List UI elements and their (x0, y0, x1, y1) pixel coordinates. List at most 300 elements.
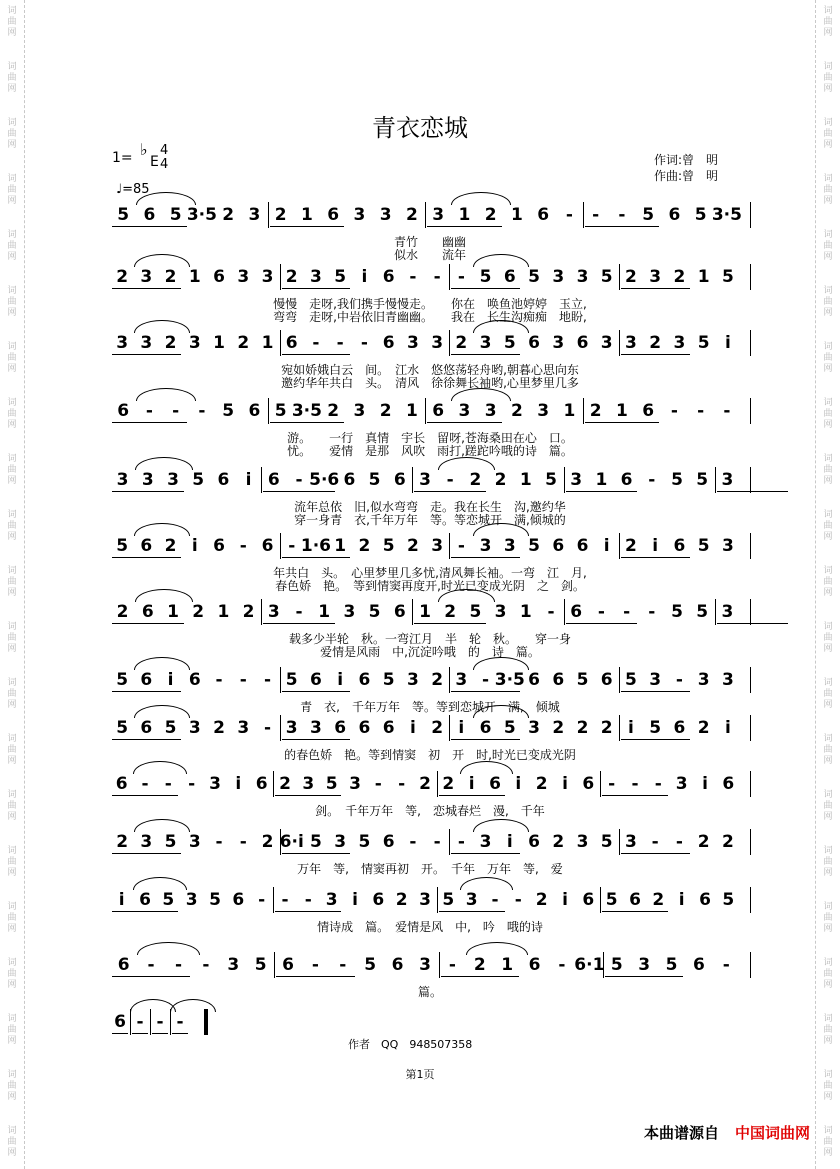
note-digit: - (597, 602, 605, 622)
note-digit: - (147, 955, 155, 975)
note-digit: 3 (116, 333, 129, 353)
note-digit: - (398, 774, 406, 794)
note-digit: 2 (697, 718, 710, 738)
lyric-line: 载多少半轮 秋。一弯江月 半 轮 秋。 穿一身 (288, 632, 572, 646)
bar-line (449, 330, 450, 356)
beam-underline (112, 354, 181, 355)
bar-line (583, 398, 584, 424)
note-digit: 5 (169, 205, 182, 225)
note-digit: 5 (694, 205, 707, 225)
note-digit: 6 (600, 670, 613, 690)
note-digit: 2 (116, 602, 129, 622)
bar-line (280, 667, 281, 693)
note-digit: 6 (642, 401, 655, 421)
note-digit: 2 (535, 890, 548, 910)
note-digit: 2 (469, 470, 482, 490)
note-digit: 3 (721, 536, 734, 556)
bar-line (619, 667, 620, 693)
watermark-text: 词 曲 网 (823, 846, 833, 878)
beam-underline (270, 226, 345, 227)
note-digit: 6 (393, 602, 406, 622)
note-digit: 6 (528, 832, 540, 852)
note-digit: 5 (528, 267, 540, 287)
slur-arc (134, 320, 189, 333)
note-digit: 2 (552, 832, 565, 852)
beam-underline (566, 623, 638, 624)
watermark-text: 词 曲 网 (7, 790, 17, 822)
note-digit: 6 (528, 333, 540, 353)
note-digit: 6 (285, 333, 298, 353)
note-digit: - (723, 401, 731, 421)
note-digit: 5 (209, 890, 221, 910)
beam-underline (263, 623, 335, 624)
tempo-value: =85 (122, 182, 150, 197)
lyric-line: 青竹 幽幽 (393, 235, 467, 249)
lyric-line: 宛如娇娥白云 间。 江水 悠悠荡轻舟哟,朝暮心思向东 (281, 363, 579, 377)
note-digit: 5 (545, 470, 557, 490)
note-digit: 3 (285, 718, 298, 738)
note-digit: i (603, 536, 610, 556)
slur-arc (136, 388, 196, 401)
slur-arc (135, 589, 192, 602)
note-digit: 1 (188, 267, 201, 287)
lyric-line: 春色娇 艳。 等到情窦再度开,时光已变成光阴 之 剑。 (275, 579, 585, 593)
bar-line (425, 398, 426, 424)
watermark-text: 词 曲 网 (7, 1126, 17, 1158)
note-digit: 6 (261, 536, 274, 556)
note-digit: 3 (432, 205, 445, 225)
note-digit: i (118, 890, 125, 910)
bar-line (449, 264, 450, 290)
slur-arc (137, 942, 199, 955)
watermark-text: 词 曲 网 (823, 230, 833, 262)
note-digit: i (702, 774, 708, 794)
note-digit: 1 (334, 536, 347, 556)
note-digit: 3 (600, 333, 613, 353)
note-digit: 1 (217, 602, 230, 622)
note-digit: 3 (649, 267, 662, 287)
note-digit: 3 (419, 470, 431, 490)
note-digit: 5 (696, 602, 709, 622)
note-digit: 3 (140, 333, 153, 353)
note-digit: - (156, 1012, 164, 1032)
note-digit: 2 (652, 890, 665, 910)
slur-arc (134, 523, 189, 536)
note-digit: 2 (406, 536, 419, 556)
beam-underline (414, 491, 486, 492)
note-digit: - (339, 955, 347, 975)
bar-line (412, 599, 413, 625)
beam-underline (621, 354, 690, 355)
beam-underline (717, 623, 789, 624)
bar-line (268, 398, 269, 424)
beam-underline (414, 623, 486, 624)
watermark-text: 词 曲 网 (7, 1014, 17, 1046)
bar-line (273, 887, 274, 913)
note-digit: 3 (188, 333, 201, 353)
beam-underline (451, 853, 520, 854)
note-digit: i (245, 470, 252, 490)
note-digit: - (697, 401, 705, 421)
bar-line (449, 715, 450, 741)
note-digit: 6 (620, 470, 633, 490)
note-digit: 5·6 (309, 470, 340, 490)
note-digit: 3 (185, 890, 198, 910)
note-digit: 6 (188, 670, 201, 690)
flat-icon: ♭ (140, 140, 148, 159)
source-site: 中国词曲网 (734, 1124, 810, 1142)
note-digit: i (652, 536, 659, 556)
note-digit: 5 (164, 832, 177, 852)
beam-underline (602, 795, 668, 796)
note-digit: - (457, 832, 465, 852)
note-digit: i (191, 536, 198, 556)
slur-arc (466, 942, 528, 955)
note-digit: 5 (625, 670, 637, 690)
note-digit: 2 (213, 718, 225, 738)
beam-underline (112, 226, 187, 227)
note-digit: 2 (721, 832, 734, 852)
lyric-line: 情诗成 篇。 爱情是风 中, 吟 哦的诗 (317, 920, 543, 934)
beam-underline (112, 422, 187, 423)
note-digit: i (628, 718, 634, 738)
note-digit: 3 (721, 602, 734, 622)
song-title: 青衣恋城 (372, 114, 468, 142)
note-digit: 3 (570, 470, 583, 490)
note-digit: 5 (310, 832, 322, 852)
composer: 作曲:曾 明 (654, 169, 719, 183)
note-digit: 3 (334, 832, 347, 852)
note-digit: 3 (141, 470, 154, 490)
watermark-text: 词 曲 网 (823, 6, 833, 38)
note-digit: - (239, 536, 247, 556)
note-digit: 3 (237, 267, 250, 287)
beam-underline (112, 288, 181, 289)
watermark-text: 词 曲 网 (823, 510, 833, 542)
note-digit: 3 (431, 333, 444, 353)
watermark-text: 词 曲 网 (823, 1014, 833, 1046)
note-digit: - (336, 333, 344, 353)
note-digit: 6 (673, 536, 686, 556)
bar-line (439, 952, 440, 978)
note-digit: 5 (442, 890, 455, 910)
watermark-text: 词 曲 网 (823, 398, 833, 430)
bar-line (600, 771, 601, 797)
bar-line (280, 264, 281, 290)
bar-line (564, 599, 565, 625)
slur-arc (134, 705, 189, 718)
note-digit: - (433, 832, 441, 852)
beam-underline (112, 853, 181, 854)
note-digit: 2 (164, 536, 177, 556)
note-digit: - (491, 890, 499, 910)
bar-line (564, 467, 565, 493)
note-digit: 1 (595, 470, 608, 490)
note-digit: - (648, 470, 656, 490)
bar-line (449, 533, 450, 559)
note-digit: 6 (139, 890, 151, 910)
note-digit: - (263, 670, 272, 690)
note-digit: 3 (537, 401, 550, 421)
note-digit: 2 (600, 718, 613, 738)
watermark-text: 词 曲 网 (823, 622, 833, 654)
note-digit: 5 (642, 205, 655, 225)
note-digit: - (136, 1012, 144, 1032)
note-digit: 6 (382, 832, 395, 852)
note-digit: 3 (310, 718, 322, 738)
note-digit: 6 (629, 890, 641, 910)
note-digit: 5 (117, 205, 130, 225)
watermark-text: 词 曲 网 (823, 734, 833, 766)
note-digit: 5 (479, 267, 492, 287)
note-digit: 5 (368, 470, 381, 490)
note-digit: 3 (721, 670, 734, 690)
note-digit: 3 (625, 832, 637, 852)
watermark-text: 词 曲 网 (7, 62, 17, 94)
note-digit: 2 (192, 602, 205, 622)
note-digit: - (202, 955, 210, 975)
note-digit: - (215, 832, 223, 852)
note-digit: 3 (625, 333, 637, 353)
note-digit: i (361, 267, 368, 287)
note-digit: 2 (625, 536, 637, 556)
note-digit: 5 (665, 955, 678, 975)
note-digit: 3 (188, 718, 201, 738)
note-digit: i (678, 890, 685, 910)
note-digit: 6 (570, 602, 583, 622)
note-digit: 6 (117, 401, 130, 421)
beam-underline (112, 795, 178, 796)
note-digit: 6 (382, 718, 395, 738)
bar-line (619, 715, 620, 741)
note-digit: 6 (343, 470, 356, 490)
lyric-line: 爱情是风雨 中,沉淀吟哦 的 诗 篇。 (320, 645, 540, 659)
bar-line (280, 829, 281, 855)
watermark-text: 词 曲 网 (823, 118, 833, 150)
note-digit: i (235, 774, 242, 794)
watermark-text: 词 曲 网 (7, 958, 17, 990)
beam-underline (112, 976, 190, 977)
lyric-line: 万年 等, 情窦再初 开。 千年 万年 等, 爱 (297, 862, 563, 876)
note-digit: 2 (494, 470, 507, 490)
note-digit: 2 (164, 333, 177, 353)
beam-underline (112, 1033, 128, 1034)
note-digit: - (558, 955, 566, 975)
note-digit: 3 (576, 832, 589, 852)
note-digit: 2 (327, 401, 340, 421)
note-digit: i (352, 890, 358, 910)
note-digit: 6 (217, 470, 230, 490)
note-digit: 3 (267, 602, 280, 622)
note-digit: 5 (116, 670, 129, 690)
note-digit: 5 (334, 267, 347, 287)
watermark-text: 词 曲 网 (7, 454, 17, 486)
note-digit: 2 (697, 832, 710, 852)
note-digit: 2 (405, 205, 418, 225)
final-bar-line (204, 1009, 208, 1035)
note-digit: 3 (209, 774, 221, 794)
note-digit: - (482, 670, 490, 690)
note-digit: 3 (406, 333, 419, 353)
beam-underline (132, 1033, 148, 1034)
note-digit: - (198, 401, 206, 421)
page-number: 第1页 (405, 1068, 435, 1081)
note-digit: 5 (164, 718, 177, 738)
note-digit: 2 (442, 774, 455, 794)
note-digit: - (288, 536, 296, 556)
source-credit (644, 1122, 810, 1143)
bar-line (268, 202, 269, 228)
slur-arc (133, 761, 186, 774)
lyric-line: 青 衣, 千年万年 等。等到恋城开 满, 倾城 (300, 700, 560, 714)
note-digit: - (547, 602, 555, 622)
bar-line (437, 887, 438, 913)
watermark-text: 词 曲 网 (7, 734, 17, 766)
note-digit: 6 (552, 670, 565, 690)
lyric-line: 篇。 (417, 985, 443, 999)
note-digit: 3·5 (186, 205, 217, 225)
note-digit: - (457, 536, 465, 556)
note-digit: 2 (116, 832, 129, 852)
note-digit: 5 (162, 890, 175, 910)
note-digit: 6 (140, 670, 153, 690)
source-prefix: 本曲谱源自 (643, 1124, 719, 1142)
bar-line (280, 533, 281, 559)
beam-underline (439, 911, 505, 912)
note-digit: 6 (393, 470, 406, 490)
note-digit: 3 (379, 205, 392, 225)
note-digit: i (167, 670, 174, 690)
bar-line-end (750, 398, 751, 424)
note-digit: 6 (528, 955, 541, 975)
note-digit: 3 (325, 890, 338, 910)
bar-line-end (750, 771, 751, 797)
note-digit: - (172, 401, 180, 421)
watermark-text: 词 曲 网 (823, 1126, 833, 1158)
note-digit: i (515, 774, 522, 794)
slur-arc (473, 819, 528, 832)
note-digit: 3 (353, 401, 366, 421)
note-digit: i (562, 774, 568, 794)
bar-line (715, 467, 716, 493)
bar-line-end (750, 887, 751, 913)
note-digit: i (409, 718, 416, 738)
note-digit: 6 (582, 890, 595, 910)
lyric-line: 流年总依 旧,似水弯弯 走。我在长生 沟,邀约华 (294, 500, 566, 514)
note-digit: 6 (382, 333, 395, 353)
bar-line-end (750, 264, 751, 290)
beam-underline (566, 491, 638, 492)
note-digit: 2 (116, 267, 129, 287)
note-digit: 6 (255, 774, 268, 794)
note-digit: 3 (167, 470, 179, 490)
beam-underline (282, 853, 351, 854)
slur-arc (136, 192, 196, 205)
note-digit: 2 (274, 205, 287, 225)
note-digit: 2 (455, 333, 468, 353)
note-digit: 3·5 (291, 401, 322, 421)
note-digit: 2 (444, 602, 457, 622)
note-digit: 6 (327, 205, 340, 225)
note-digit: 3 (302, 774, 315, 794)
note-digit: 3 (458, 401, 471, 421)
note-digit: 6·i (279, 832, 304, 852)
note-digit: 1 (458, 205, 471, 225)
note-digit: 6 (140, 536, 153, 556)
author-contact: 作者 QQ 948507358 (348, 1038, 473, 1051)
watermark-text: 词 曲 网 (7, 510, 17, 542)
note-digit: 5 (697, 333, 710, 353)
note-digit: 3 (188, 832, 201, 852)
note-digit: 3 (494, 602, 507, 622)
note-digit: 6 (232, 890, 245, 910)
note-digit: 2 (419, 774, 431, 794)
beam-underline (152, 1033, 168, 1034)
watermark-text: 词 曲 网 (823, 62, 833, 94)
note-digit: 1 (300, 205, 313, 225)
note-digit: 6 (503, 267, 516, 287)
beam-underline (282, 354, 351, 355)
beam-underline (621, 288, 690, 289)
note-digit: - (446, 470, 454, 490)
bar-line-end (750, 202, 751, 228)
note-digit: 3 (484, 401, 497, 421)
note-digit: 2 (649, 333, 662, 353)
watermark-text: 词 曲 网 (7, 846, 17, 878)
note-digit: 5 (222, 401, 235, 421)
beam-underline (602, 911, 668, 912)
note-digit: 2 (395, 890, 408, 910)
note-digit: 3 (227, 955, 240, 975)
lyric-line: 邀约华年共白 头。 清风 徐徐舞长袖哟,心里梦里几多 (281, 376, 579, 390)
watermark-text: 词 曲 网 (823, 902, 833, 934)
note-digit: - (174, 955, 182, 975)
note-digit: 6 (692, 955, 705, 975)
note-digit: 2 (279, 774, 291, 794)
note-digit: - (514, 890, 522, 910)
watermark-text: 词 曲 网 (823, 958, 833, 990)
beam-underline (112, 491, 184, 492)
beam-underline (427, 226, 502, 227)
note-digit: 5 (600, 267, 613, 287)
quarter-note-icon: ♩ (116, 182, 123, 197)
note-digit: 6 (267, 470, 280, 490)
note-digit: 5 (610, 955, 623, 975)
note-digit: 2 (431, 718, 444, 738)
note-digit: 5 (382, 536, 395, 556)
note-digit: 2 (535, 774, 548, 794)
note-digit: 6 (143, 205, 156, 225)
note-digit: - (651, 832, 659, 852)
beam-underline (282, 691, 351, 692)
note-digit: 5 (503, 333, 516, 353)
beam-underline (112, 623, 184, 624)
watermark-text: 词 曲 网 (7, 622, 17, 654)
beam-underline (439, 795, 505, 796)
note-digit: 6 (576, 333, 589, 353)
note-digit: 2 (484, 205, 497, 225)
note-digit: 3 (140, 832, 153, 852)
note-digit: - (188, 774, 196, 794)
slur-arc (473, 254, 528, 267)
beam-underline (621, 691, 690, 692)
note-digit: 3 (465, 890, 478, 910)
note-digit: 5 (605, 890, 618, 910)
bar-line (600, 887, 601, 913)
watermark-text: 词 曲 网 (7, 398, 17, 430)
note-digit: i (724, 333, 731, 353)
note-digit: - (670, 401, 678, 421)
